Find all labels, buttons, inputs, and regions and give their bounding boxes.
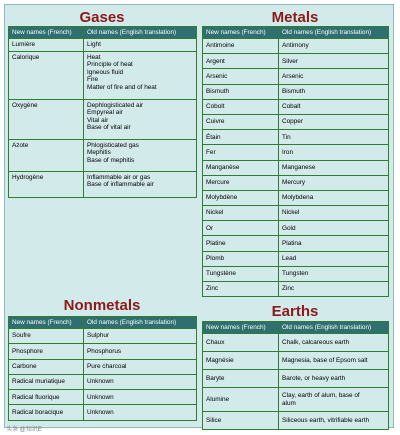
old-name-cell: Manganese (279, 160, 389, 175)
old-name-cell: Lead (279, 251, 389, 266)
table-row (9, 359, 197, 374)
table-header-row (9, 317, 197, 329)
old-name-cell (84, 140, 197, 172)
metals-title: Metals (271, 9, 319, 26)
gases-table (8, 26, 197, 198)
header-new-names: New names (French) (9, 27, 84, 39)
new-name-cell: Magnésie (203, 352, 279, 370)
new-name-cell: Fer (203, 145, 279, 160)
table-row (203, 236, 389, 251)
table-row (9, 374, 197, 389)
old-name-line: Barote, or heavy earth (282, 374, 346, 382)
table-row (9, 52, 197, 100)
table-header-row (203, 322, 389, 334)
old-name-line: Clay, earth of alum, base of (282, 392, 360, 400)
table-row (203, 370, 389, 388)
table-row (203, 84, 389, 99)
header-new-names: New names (French) (203, 27, 279, 39)
old-name-line: Base of inflammable air (87, 181, 154, 189)
metals-table (202, 26, 389, 297)
table-row (203, 145, 389, 160)
old-name-cell: Iron (279, 145, 389, 160)
old-name-line: alum (282, 399, 296, 407)
table-row (9, 405, 197, 420)
old-name-cell: Unknown (84, 390, 197, 405)
old-name-cell (84, 52, 197, 100)
table-row (9, 140, 197, 172)
table-row (203, 251, 389, 266)
table-row (203, 99, 389, 114)
new-name-cell: Alumine (203, 388, 279, 412)
table-row (203, 352, 389, 370)
old-name-line: Matter of fire and of heat (87, 83, 157, 91)
new-name-cell: Nickel (203, 206, 279, 221)
new-name-cell: Manganèse (203, 160, 279, 175)
old-name-line: Fire (87, 76, 99, 84)
old-name-cell: Arsenic (279, 69, 389, 84)
table-row (9, 329, 197, 344)
old-name-cell: Antimony (279, 39, 389, 54)
table-row (9, 100, 197, 140)
table-row (203, 221, 389, 236)
new-name-cell: Phosphore (9, 344, 84, 359)
new-name-cell: Silice (203, 412, 279, 430)
earths-title: Earths (271, 303, 319, 320)
earths-table (202, 321, 389, 430)
old-name-cell (84, 172, 197, 198)
new-name-cell: Baryte (203, 370, 279, 388)
table-row (203, 388, 389, 412)
table-row (203, 206, 389, 221)
table-row (9, 39, 197, 52)
new-name-cell: Zinc (203, 282, 279, 297)
old-name-cell: Zinc (279, 282, 389, 297)
old-name-cell: Silver (279, 54, 389, 69)
old-name-cell: Mercury (279, 175, 389, 190)
old-name-cell: Nickel (279, 206, 389, 221)
old-name-cell (279, 370, 389, 388)
old-name-cell: Pure charcoal (84, 359, 197, 374)
old-name-cell: Unknown (84, 405, 197, 420)
old-name-line: Mephitis (87, 149, 111, 157)
nonmetals-title: Nonmetals (63, 297, 141, 314)
old-name-cell: Unknown (84, 374, 197, 389)
new-name-cell: Tungstène (203, 266, 279, 281)
table-row (203, 282, 389, 297)
table-row (203, 69, 389, 84)
old-name-line: Principle of heat (87, 61, 133, 69)
old-name-line: Empyreal air (87, 109, 123, 117)
old-name-cell: Cobalt (279, 99, 389, 114)
old-name-line: Heat (87, 54, 101, 61)
new-name-cell: Oxygène (9, 100, 84, 140)
header-old-names: Old names (English translation) (279, 27, 389, 39)
old-name-line: Igneous fluid (87, 68, 124, 76)
table-row (9, 344, 197, 359)
table-row (203, 190, 389, 205)
old-name-line: Phlogisticated gas (87, 142, 139, 149)
table-header-row (203, 27, 389, 39)
old-name-cell: Sulphur (84, 329, 197, 344)
new-name-cell: Azote (9, 140, 84, 172)
header-old-names: Old names (English translation) (84, 317, 197, 329)
old-name-line: Siliceous earth, vitrifiable earth (282, 416, 370, 424)
table-row (203, 266, 389, 281)
old-name-cell: Bismuth (279, 84, 389, 99)
watermark: 头条 @知识E (6, 427, 42, 433)
table-header-row (9, 27, 197, 39)
new-name-cell: Arsenic (203, 69, 279, 84)
header-old-names: Old names (English translation) (84, 27, 197, 39)
old-name-cell: Platina (279, 236, 389, 251)
old-name-cell: Tin (279, 130, 389, 145)
old-name-line: Dephlogisticated air (87, 102, 144, 109)
header-new-names: New names (French) (9, 317, 84, 329)
new-name-cell: Radical fluorique (9, 390, 84, 405)
table-row (203, 114, 389, 129)
new-name-cell: Carbone (9, 359, 84, 374)
new-name-cell: Or (203, 221, 279, 236)
table-row (203, 175, 389, 190)
header-new-names: New names (French) (203, 322, 279, 334)
old-name-line: Light (87, 41, 101, 48)
new-name-cell: Hydrogène (9, 172, 84, 198)
old-name-cell: Gold (279, 221, 389, 236)
header-old-names: Old names (English translation) (279, 322, 389, 334)
old-name-cell (279, 334, 389, 352)
gases-title: Gases (79, 9, 125, 26)
new-name-cell: Soufre (9, 329, 84, 344)
table-row (9, 390, 197, 405)
new-name-cell: Lumière (9, 39, 84, 52)
old-name-line: Chalk, calcareous earth (282, 338, 350, 346)
table-row (203, 39, 389, 54)
old-name-cell: Copper (279, 114, 389, 129)
old-name-line: Base of mephitis (87, 156, 135, 164)
old-name-cell (279, 352, 389, 370)
new-name-cell: Antimoine (203, 39, 279, 54)
new-name-cell: Plomb (203, 251, 279, 266)
old-name-cell: Molybdena (279, 190, 389, 205)
new-name-cell: Bismuth (203, 84, 279, 99)
table-row (203, 160, 389, 175)
old-name-line: Inflammable air or gas (87, 174, 151, 181)
table-row (203, 334, 389, 352)
old-name-cell (84, 100, 197, 140)
new-name-cell: Cuivre (203, 114, 279, 129)
old-name-cell (279, 412, 389, 430)
nonmetals-table (8, 316, 197, 421)
new-name-cell: Calorique (9, 52, 84, 100)
old-name-cell (279, 388, 389, 412)
old-name-line: Base of vital air (87, 124, 131, 132)
old-name-cell: Phosphorus (84, 344, 197, 359)
old-name-cell: Tungsten (279, 266, 389, 281)
new-name-cell: Chaux (203, 334, 279, 352)
new-name-cell: Platine (203, 236, 279, 251)
table-row (203, 412, 389, 430)
table-row (203, 54, 389, 69)
new-name-cell: Mercure (203, 175, 279, 190)
new-name-cell: Cobolt (203, 99, 279, 114)
old-name-line: Magnesia, base of Epsom salt (282, 356, 368, 364)
new-name-cell: Étain (203, 130, 279, 145)
old-name-line: Vital air (87, 116, 109, 124)
new-name-cell: Radical boracique (9, 405, 84, 420)
new-name-cell: Molybdène (203, 190, 279, 205)
new-name-cell: Argent (203, 54, 279, 69)
table-row (9, 172, 197, 198)
table-row (203, 130, 389, 145)
old-name-cell (84, 39, 197, 52)
new-name-cell: Radical muriatique (9, 374, 84, 389)
